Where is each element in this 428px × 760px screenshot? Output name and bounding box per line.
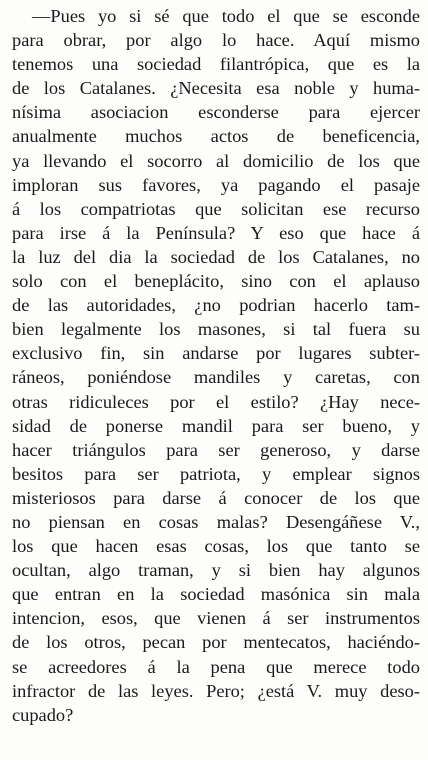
text-line: que entran en la sociedad masónica sin mala [12,584,420,605]
text-line: intencion, esos, que vienen á ser instrumentos [12,608,420,629]
text-line: otras ridiculeces por el estilo? ¿Hay nece- [12,391,420,412]
text-line: cupado? [12,704,74,725]
text-line: tenemos una sociedad filantrópica, que es la [12,54,420,75]
text-line: ráneos, poniéndose mandiles y caretas, con [12,367,420,388]
text-line: bien legalmente los masones, si tal fuera su [12,319,420,340]
text-line: misteriosos para darse á conocer de los que [12,487,420,508]
text-line: los que hacen esas cosas, los que tanto se [12,536,420,557]
text-line: solo con el beneplácito, sino con el aplauso [12,271,420,292]
text-line: no piensan en cosas malas? Desengáñese V., [12,511,420,532]
text-line: para obrar, por algo lo hace. Aquí mismo [12,30,420,51]
text-line: la luz del dia la sociedad de los Catalanes, no [12,246,420,267]
text-line: infractor de las leyes. Pero; ¿está V. muy deso- [12,680,420,701]
text-line: de los Catalanes. ¿Necesita esa noble y huma- [12,78,420,99]
text-line: de las autoridades, ¿no podrian hacerlo tam- [12,295,420,316]
text-line: para irse á la Península? Y eso que hace á [12,222,420,243]
text-line: imploran sus favores, ya pagando el pasaje [12,174,420,195]
text-line: besitos para ser patriota, y emplear signos [12,463,420,484]
text-line: á los compatriotas que solicitan ese recurso [12,198,420,219]
text-line: ya llevando el socorro al domicilio de los que [12,150,420,171]
text-line: —Pues yo si sé que todo el que se esconde [32,6,420,26]
text-line: exclusivo fin, sin andarse por lugares subter- [12,343,420,364]
text-line: hacer triángulos para ser generoso, y darse [12,439,420,460]
body-paragraph [12,4,420,727]
text-line: nísima asociacion esconderse para ejercer [12,102,420,123]
text-line: sidad de ponerse mandil para ser bueno, y [12,415,420,436]
text-line: ocultan, algo traman, y si bien hay algunos [12,560,420,581]
text-line: de los otros, pecan por mentecatos, haciéndo- [12,632,420,653]
text-line: anualmente muchos actos de beneficencia, [12,126,420,147]
text-line: se acreedores á la pena que merece todo [12,656,420,677]
